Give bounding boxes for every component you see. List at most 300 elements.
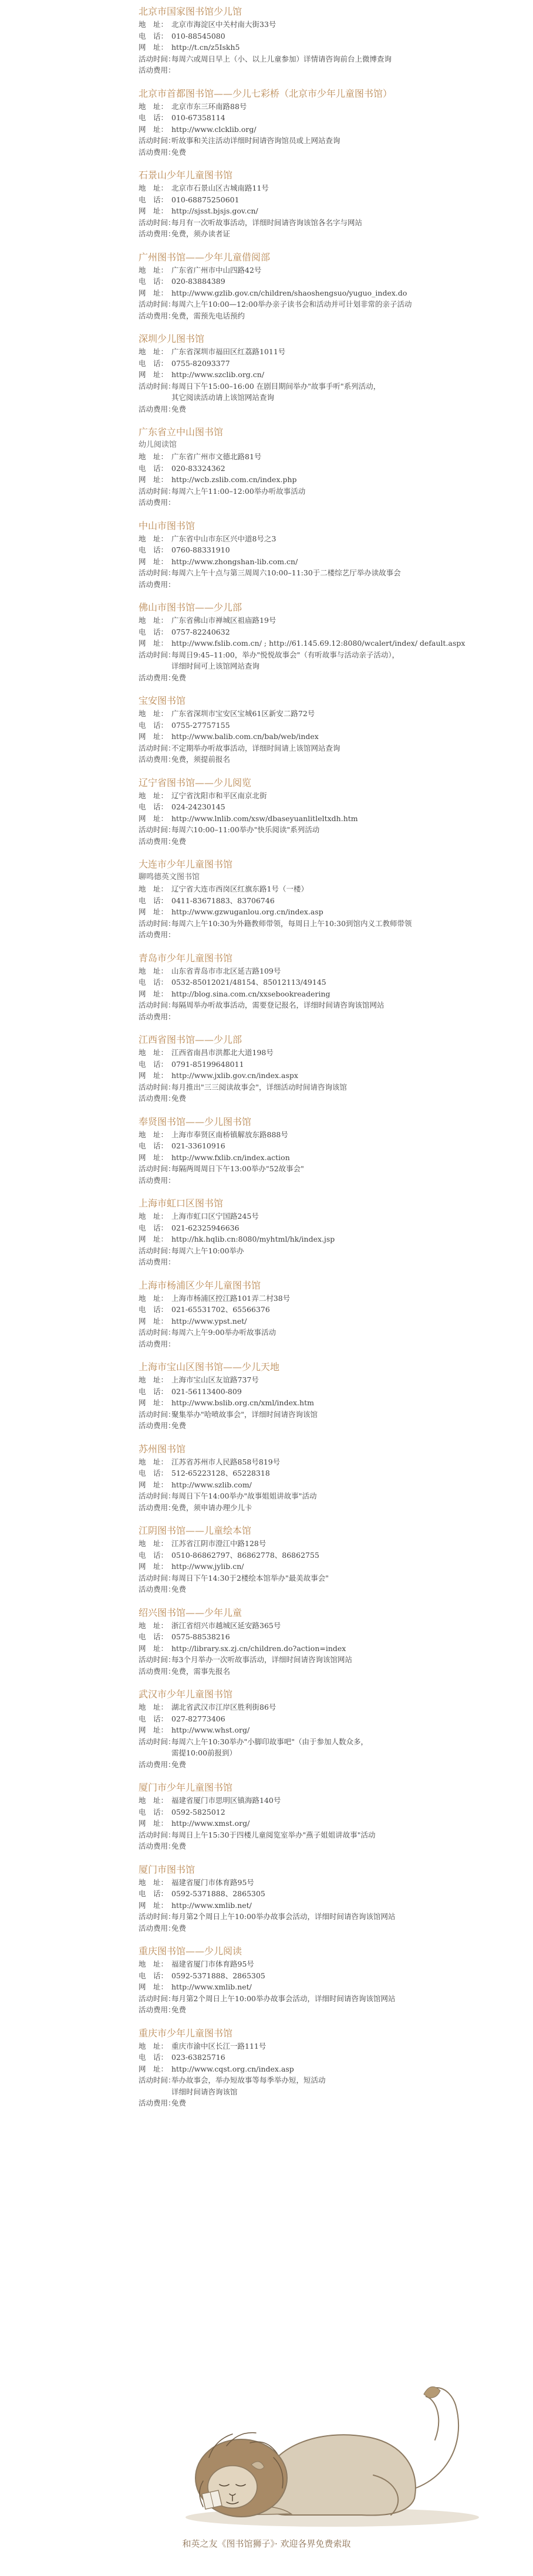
library-address-row xyxy=(139,1701,514,1713)
activity-label: 活动时间： xyxy=(139,300,176,309)
library-activity-row xyxy=(139,299,514,310)
web-label: 网 址： xyxy=(139,989,168,998)
library-name: 中山市图书馆 xyxy=(139,520,195,531)
library-phone-row xyxy=(139,1386,514,1398)
phone-value: 021-62325946636 xyxy=(171,1223,239,1232)
library-entry xyxy=(139,1606,514,1677)
phone-value: 021-65531702、65566376 xyxy=(171,1305,270,1314)
library-activity-row xyxy=(139,1572,514,1584)
address-label: 地 址： xyxy=(139,452,168,461)
activity-value: 不定期举办听故事活动，详细时间请上该馆网站查询 xyxy=(171,743,340,753)
activity-label: 活动时间： xyxy=(139,1573,176,1582)
phone-label: 电 话： xyxy=(139,1305,168,1314)
activity-value: 举办故事会，举办短故事等每季举办短，短活动 详细时间请咨询该馆 xyxy=(171,2076,326,2096)
library-activity-row xyxy=(139,1736,514,1759)
phone-value: 010-88545080 xyxy=(171,31,225,40)
library-name: 苏州图书馆 xyxy=(139,1443,186,1455)
web-label: 网 址： xyxy=(139,1316,168,1326)
library-name: 重庆市少年儿童图书馆 xyxy=(139,2027,233,2039)
library-activity-row xyxy=(139,381,514,404)
fee-value: 免费 xyxy=(171,1094,187,1103)
activity-value: 听故事和关注活动详细时间请咨询馆员或上网站查询 xyxy=(171,136,340,145)
phone-value: 027-82773406 xyxy=(171,1714,225,1723)
activity-value: 每周日下午15:00–16:00 在剧目期间举办"故事手听"系列活动， 其它阅读活动请上该馆网站查询 xyxy=(171,381,381,402)
library-fee-row xyxy=(139,1923,514,1934)
fee-value: 免费 xyxy=(171,147,187,157)
library-fee-row xyxy=(139,929,514,941)
activity-value: 每周六10:00–11:00举办"快乐阅读"系列活动 xyxy=(171,825,320,834)
address-value: 广东省广州市中山四路42号 xyxy=(171,265,262,274)
address-value: 广东省深圳市宝安区宝城61区新安二路72号 xyxy=(171,709,315,718)
fee-value: 免费 xyxy=(171,1760,187,1769)
phone-value: 023-63825716 xyxy=(171,2053,225,2062)
web-value[interactable]: http://library.sx.zj.cn/children.do?action=index xyxy=(171,1643,346,1653)
fee-value: 免费，需预先电话预约 xyxy=(171,311,245,320)
phone-label: 电 话： xyxy=(139,113,168,122)
library-phone-row xyxy=(139,977,514,988)
library-name: 上海市虹口区图书馆 xyxy=(139,1198,224,1209)
activity-value: 每月推出"三三阅读故事会"，详细活动时间请咨询该馆 xyxy=(171,1082,348,1092)
activity-label: 活动时间： xyxy=(139,1737,176,1746)
library-web-row xyxy=(139,638,514,649)
activity-value: 每周日9:45–11:00，举办"悦悦故事会"（有听故事与活动亲子活动）， 详细时间可上该馆网站查询 xyxy=(171,650,400,670)
library-entry xyxy=(139,1115,514,1187)
library-activity-row xyxy=(139,1163,514,1175)
library-entry xyxy=(139,425,514,509)
web-value[interactable]: http://www.gzwuganlou.org.cn/index.asp xyxy=(171,907,323,916)
library-phone-row xyxy=(139,30,514,42)
address-label: 地 址： xyxy=(139,1539,168,1548)
activity-label: 活动时间： xyxy=(139,1246,176,1255)
library-activity-row xyxy=(139,1327,514,1338)
library-web-row xyxy=(139,1152,514,1164)
library-activity-row xyxy=(139,999,514,1011)
fee-label: 活动费用： xyxy=(139,1842,176,1850)
phone-label: 电 话： xyxy=(139,358,168,368)
web-label: 网 址： xyxy=(139,1235,168,1243)
fee-label: 活动费用： xyxy=(139,66,176,74)
activity-label: 活动时间： xyxy=(139,1492,176,1500)
web-value[interactable]: http://www.szclib.org.cn/ xyxy=(171,370,265,379)
library-activity-row xyxy=(139,2075,514,2097)
web-value[interactable]: http://www.gzlib.gov.cn/children/shaoshengsuo/yuguo_index.do xyxy=(171,288,407,297)
phone-value: 512-65223128、65228318 xyxy=(171,1469,270,1477)
address-value: 山东省青岛市市北区延吉路109号 xyxy=(171,966,281,975)
phone-label: 电 话： xyxy=(139,627,168,636)
library-name: 广州图书馆——少年儿童借阅部 xyxy=(139,251,271,263)
web-label: 网 址： xyxy=(139,907,168,916)
phone-value: 0755-82093377 xyxy=(171,358,230,368)
address-value: 上海市杨浦区控江路101弄二村38号 xyxy=(171,1293,291,1303)
library-address-row xyxy=(139,533,514,545)
library-name: 北京市首都图书馆——少儿七彩桥（北京市少年儿童图书馆） xyxy=(139,87,393,99)
address-label: 地 址： xyxy=(139,709,168,718)
library-name: 石景山少年儿童图书馆 xyxy=(139,170,233,181)
library-web-row xyxy=(139,1233,514,1245)
library-entry xyxy=(139,776,514,848)
phone-label: 电 话： xyxy=(139,1714,168,1723)
library-fee-row xyxy=(139,404,514,415)
library-name: 上海市宝山区图书馆——少儿天地 xyxy=(139,1361,280,1372)
library-address-row xyxy=(139,790,514,802)
library-fee-row xyxy=(139,2097,514,2109)
web-label: 网 址： xyxy=(139,206,168,215)
library-activity-row xyxy=(139,1409,514,1421)
activity-label: 活动时间： xyxy=(139,1082,176,1092)
web-value[interactable]: http://sjsst.bjsjs.gov.cn/ xyxy=(171,206,258,215)
library-address-row xyxy=(139,1538,514,1550)
phone-value: 020-83324362 xyxy=(171,463,225,473)
sleeping-lion-illustration xyxy=(139,2340,502,2534)
library-web-row xyxy=(139,1316,514,1327)
library-name: 大连市少年儿童图书馆 xyxy=(139,859,233,870)
library-entry xyxy=(139,857,514,941)
activity-label: 活动时间： xyxy=(139,218,176,227)
web-value[interactable]: http://www.bslib.org.cn/xml/index.htm xyxy=(171,1398,314,1407)
fee-value: 免费，须提前报名 xyxy=(171,755,231,764)
library-name: 宝安图书馆 xyxy=(139,695,186,706)
fee-label: 活动费用： xyxy=(139,1258,176,1266)
library-fee-row xyxy=(139,754,514,765)
library-fee-row xyxy=(139,147,514,158)
library-activity-row xyxy=(139,486,514,497)
library-entry xyxy=(139,2026,514,2109)
library-phone-row xyxy=(139,463,514,474)
library-address-row xyxy=(139,965,514,977)
library-name: 绍兴图书馆——少年儿童 xyxy=(139,1606,242,1618)
address-value: 北京市东三环南路88号 xyxy=(171,101,247,111)
library-activity-row xyxy=(139,53,514,65)
fee-value: 免费 xyxy=(171,2099,187,2107)
address-value: 福建省厦门市体育路95号 xyxy=(171,1877,254,1887)
activity-value: 每周六上午10:30举办"小脚印故事吧"（由于参加人数众多， 需提10:00前报到） xyxy=(171,1737,369,1757)
phone-value: 0757-82240632 xyxy=(171,627,230,636)
activity-label: 活动时间： xyxy=(139,381,176,391)
address-label: 地 址： xyxy=(139,1877,168,1887)
library-phone-row xyxy=(139,358,514,370)
web-value[interactable]: http://www.zhongshan-lib.com.cn/ xyxy=(171,557,298,566)
library-address-row xyxy=(139,1374,514,1386)
fee-value: 免费 xyxy=(171,1585,187,1594)
activity-label: 活动时间： xyxy=(139,136,176,145)
fee-value: 免费，须申请办理少儿卡 xyxy=(171,1503,252,1512)
fee-label: 活动费用： xyxy=(139,1666,176,1676)
web-value[interactable]: http://www.fxlib.cn/index.action xyxy=(171,1153,290,1162)
address-label: 地 址： xyxy=(139,1796,168,1805)
address-value: 广东省深圳市福田区红荔路1011号 xyxy=(171,347,286,356)
library-entry xyxy=(139,519,514,591)
web-value[interactable]: http://www.whst.org/ xyxy=(171,1726,250,1734)
activity-label: 活动时间： xyxy=(139,825,176,834)
web-value[interactable]: http://www.jxlib.gov.cn/index.aspx xyxy=(171,1071,298,1080)
library-activity-row xyxy=(139,1654,514,1666)
library-phone-row xyxy=(139,1970,514,1982)
library-name: 青岛市少年儿童图书馆 xyxy=(139,952,233,964)
web-label: 网 址： xyxy=(139,1071,168,1080)
fee-value: 免费 xyxy=(171,836,187,846)
web-label: 网 址： xyxy=(139,1819,168,1828)
activity-label: 活动时间： xyxy=(139,486,176,496)
library-activity-row xyxy=(139,743,514,754)
activity-value: 每周六上午10:00举办 xyxy=(171,1246,244,1255)
web-label: 网 址： xyxy=(139,475,168,484)
library-activity-row xyxy=(139,1993,514,2005)
library-address-row xyxy=(139,708,514,720)
library-web-row xyxy=(139,474,514,486)
address-label: 地 址： xyxy=(139,966,168,975)
library-web-row xyxy=(139,124,514,135)
library-address-row xyxy=(139,182,514,194)
web-value[interactable]: http://www.jylib.cn/ xyxy=(171,1562,244,1571)
address-label: 地 址： xyxy=(139,1960,168,1968)
phone-value: 0760-88331910 xyxy=(171,545,230,554)
activity-label: 活动时间： xyxy=(139,1001,176,1009)
fee-label: 活动费用： xyxy=(139,1175,176,1185)
fee-label: 活动费用： xyxy=(139,1339,176,1348)
web-value[interactable]: http://www.clcklib.org/ xyxy=(171,124,257,134)
web-value[interactable]: http://www.fslib.com.cn/ ; http://61.145.69.12:8080/wcalert/index/ default.aspx xyxy=(171,639,465,648)
library-activity-row xyxy=(139,135,514,147)
web-label: 网 址： xyxy=(139,1643,168,1653)
library-address-row xyxy=(139,19,514,30)
library-phone-row xyxy=(139,1713,514,1725)
library-name: 深圳少儿图书馆 xyxy=(139,333,205,344)
library-fee-row xyxy=(139,579,514,591)
library-name: 奉贤图书馆——少儿图书馆 xyxy=(139,1116,252,1127)
address-value: 浙江省绍兴市越城区延安路365号 xyxy=(171,1621,281,1630)
library-name: 江阴图书馆——儿童绘本馆 xyxy=(139,1525,252,1536)
web-label: 网 址： xyxy=(139,1398,168,1407)
library-phone-row xyxy=(139,1550,514,1561)
library-address-row xyxy=(139,2041,514,2052)
library-activity-row xyxy=(139,1829,514,1841)
library-phone-row xyxy=(139,194,514,206)
address-label: 地 址： xyxy=(139,1703,168,1711)
library-phone-row xyxy=(139,1631,514,1643)
web-value[interactable]: http://www.cqst.org.cn/index.asp xyxy=(171,2064,294,2073)
library-subtitle: 聊鸣德英文图书馆 xyxy=(139,873,200,882)
phone-label: 电 话： xyxy=(139,1971,168,1980)
fee-value: 免费 xyxy=(171,1923,187,1933)
library-web-row xyxy=(139,1724,514,1736)
library-address-row xyxy=(139,615,514,626)
library-activity-row xyxy=(139,1082,514,1093)
phone-value: 0532-85012021/48154、85012113/49145 xyxy=(171,978,326,987)
phone-value: 0592-5371888、2865305 xyxy=(171,1889,265,1898)
activity-label: 活动时间： xyxy=(139,1994,176,2003)
library-fee-row xyxy=(139,1584,514,1595)
address-value: 上海市奉贤区南桥镇解放东路888号 xyxy=(171,1130,288,1139)
library-web-row xyxy=(139,287,514,299)
phone-value: 021-33610916 xyxy=(171,1141,225,1150)
phone-label: 电 话： xyxy=(139,1550,168,1560)
fee-value: 免费 xyxy=(171,1421,187,1430)
library-name: 江西省图书馆——少儿部 xyxy=(139,1034,242,1045)
library-phone-row xyxy=(139,2052,514,2063)
phone-label: 电 话： xyxy=(139,1387,168,1396)
fee-label: 活动费用： xyxy=(139,1760,176,1769)
library-name: 厦门市图书馆 xyxy=(139,1863,195,1875)
library-web-row xyxy=(139,1643,514,1655)
library-name: 武汉市少年儿童图书馆 xyxy=(139,1689,233,1700)
activity-value: 每周日下午14:30于2楼绘本馆举办"最美故事会" xyxy=(171,1573,329,1582)
phone-value: 0592-5371888、2865305 xyxy=(171,1971,265,1980)
library-fee-row xyxy=(139,1420,514,1432)
phone-value: 020-83884389 xyxy=(171,277,225,286)
address-value: 辽宁省大连市西岗区红旗东路1号（一楼） xyxy=(171,884,308,893)
fee-label: 活动费用： xyxy=(139,930,176,939)
activity-value: 每隔两周周日下午13:00举办"52故事会" xyxy=(171,1164,304,1173)
web-value[interactable]: http://www.lnlib.com/xsw/dbaseyuanlitleltxdh.htm xyxy=(171,814,358,823)
library-phone-row xyxy=(139,720,514,731)
library-phone-row xyxy=(139,1806,514,1818)
activity-value: 聚集举办"哈喷故事会"，详细时间请咨询该馆 xyxy=(171,1409,318,1419)
address-label: 地 址： xyxy=(139,2041,168,2050)
library-web-row xyxy=(139,906,514,918)
library-web-row xyxy=(139,731,514,743)
library-web-row xyxy=(139,813,514,825)
fee-label: 活动费用： xyxy=(139,1585,176,1594)
library-web-row xyxy=(139,1900,514,1911)
phone-value: 010-67358114 xyxy=(171,113,225,122)
library-entry xyxy=(139,5,514,76)
activity-label: 活动时间： xyxy=(139,2076,176,2084)
activity-label: 活动时间： xyxy=(139,568,176,577)
library-web-row xyxy=(139,1818,514,1829)
web-label: 网 址： xyxy=(139,2064,168,2073)
web-label: 网 址： xyxy=(139,1726,168,1734)
library-address-row xyxy=(139,1795,514,1806)
phone-label: 电 话： xyxy=(139,1469,168,1477)
fee-value: 免费 xyxy=(171,404,187,413)
address-label: 地 址： xyxy=(139,184,168,192)
fee-label: 活动费用： xyxy=(139,579,176,589)
address-value: 江苏省江阴市澄江中路128号 xyxy=(171,1539,266,1548)
library-address-row xyxy=(139,346,514,358)
activity-value: 每周日下午14:00举办"故事姐姐讲故事"活动 xyxy=(171,1492,317,1500)
phone-label: 电 话： xyxy=(139,1059,168,1069)
address-label: 地 址： xyxy=(139,616,168,625)
fee-label: 活动费用： xyxy=(139,2005,176,2014)
address-value: 广东省中山市东区兴中道8号之3 xyxy=(171,534,276,543)
phone-value: 0592-5825012 xyxy=(171,1807,225,1816)
web-label: 网 址： xyxy=(139,43,168,52)
library-fee-row xyxy=(139,1175,514,1187)
activity-value: 每周六或周日早上（小、以上儿童参加）详情请咨询前台上微博查询 xyxy=(171,54,392,63)
library-fee-row xyxy=(139,65,514,76)
library-fee-row xyxy=(139,497,514,509)
activity-value: 每周六上午10:30为外籍教师带领，每周日上午10:30到馆内义工教师带领 xyxy=(171,918,412,928)
library-subtitle: 幼儿阅读馆 xyxy=(139,440,177,449)
library-fee-row xyxy=(139,2004,514,2016)
library-phone-row xyxy=(139,1140,514,1152)
activity-label: 活动时间： xyxy=(139,1328,176,1337)
fee-label: 活动费用： xyxy=(139,1923,176,1933)
web-label: 网 址： xyxy=(139,1900,168,1910)
library-entry xyxy=(139,332,514,415)
activity-value: 每月第2个周日上午10:00举办故事会活动，详细时间请咨询该馆网站 xyxy=(171,1912,396,1921)
address-value: 广东省广州市文德北路81号 xyxy=(171,452,262,461)
address-value: 广东省佛山市禅城区祖庙路19号 xyxy=(171,616,276,625)
library-activity-row xyxy=(139,649,514,672)
library-fee-row xyxy=(139,1256,514,1268)
web-value[interactable]: http://hk.hqlib.cn:8080/myhtml/hk/index.jsp xyxy=(171,1235,335,1243)
web-value[interactable]: http://www.xmlib.net/ xyxy=(171,1900,252,1910)
library-phone-row xyxy=(139,626,514,638)
library-name: 辽宁省图书馆——少儿阅览 xyxy=(139,777,252,788)
address-value: 福建省厦门市思明区镇海路140号 xyxy=(171,1796,281,1805)
library-web-row xyxy=(139,1981,514,1993)
library-name: 上海市杨浦区少年儿童图书馆 xyxy=(139,1279,261,1291)
library-address-row xyxy=(139,1620,514,1632)
address-value: 上海市虹口区宁国路245号 xyxy=(171,1212,259,1221)
library-address-row xyxy=(139,265,514,276)
library-name: 厦门市少年儿童图书馆 xyxy=(139,1782,233,1793)
address-label: 地 址： xyxy=(139,1212,168,1221)
address-label: 地 址： xyxy=(139,1457,168,1466)
library-web-row xyxy=(139,1479,514,1491)
web-label: 网 址： xyxy=(139,1982,168,1991)
phone-label: 电 话： xyxy=(139,277,168,286)
address-label: 地 址： xyxy=(139,1130,168,1139)
library-web-row xyxy=(139,1070,514,1082)
fee-value: 免费 xyxy=(171,1842,187,1850)
activity-value: 每周六上午9:00举办听故事活动 xyxy=(171,1328,276,1337)
phone-value: 024-24230145 xyxy=(171,802,225,811)
web-value[interactable]: http://blog.sina.com.cn/xxsebookreadering xyxy=(171,989,330,998)
library-web-row xyxy=(139,1397,514,1409)
library-list xyxy=(139,5,514,2120)
library-web-row xyxy=(139,1561,514,1572)
fee-label: 活动费用： xyxy=(139,2099,176,2107)
address-label: 地 址： xyxy=(139,101,168,111)
phone-label: 电 话： xyxy=(139,1141,168,1150)
activity-value: 每月有一次听故事活动，详细时间请咨询该馆各名字与网站 xyxy=(171,218,363,227)
address-label: 地 址： xyxy=(139,347,168,356)
library-web-row xyxy=(139,205,514,217)
web-value[interactable]: http://www.ypst.net/ xyxy=(171,1316,247,1326)
web-value[interactable]: http://t.cn/z5Iskh5 xyxy=(171,43,240,52)
phone-label: 电 话： xyxy=(139,1632,168,1641)
fee-value: 免费，需事先报名 xyxy=(171,1666,231,1676)
web-value[interactable]: http://wcb.zslib.com.cn/index.php xyxy=(171,475,297,484)
fee-label: 活动费用： xyxy=(139,1503,176,1512)
library-activity-row xyxy=(139,567,514,579)
web-value[interactable]: http://www.szlib.com/ xyxy=(171,1480,252,1489)
web-label: 网 址： xyxy=(139,732,168,741)
library-phone-row xyxy=(139,1304,514,1316)
library-address-row xyxy=(139,1456,514,1468)
fee-label: 活动费用： xyxy=(139,498,176,507)
library-fee-row xyxy=(139,1841,514,1852)
library-address-row xyxy=(139,1958,514,1970)
fee-label: 活动费用： xyxy=(139,229,176,238)
phone-label: 电 话： xyxy=(139,195,168,204)
address-label: 地 址： xyxy=(139,1621,168,1630)
web-value[interactable]: http://www.xmst.org/ xyxy=(171,1819,250,1828)
web-value[interactable]: http://www.balib.com.cn/bab/web/index xyxy=(171,732,319,741)
fee-label: 活动费用： xyxy=(139,1094,176,1103)
address-value: 北京市石景山区古城南路11号 xyxy=(171,184,269,192)
fee-label: 活动费用： xyxy=(139,755,176,764)
library-entry xyxy=(139,1442,514,1514)
web-value[interactable]: http://www.xmlib.net/ xyxy=(171,1982,252,1991)
library-fee-row xyxy=(139,310,514,322)
address-value: 重庆市渝中区长江一路111号 xyxy=(171,2041,266,2050)
fee-label: 活动费用： xyxy=(139,147,176,157)
library-address-row xyxy=(139,1877,514,1889)
library-activity-row xyxy=(139,824,514,836)
